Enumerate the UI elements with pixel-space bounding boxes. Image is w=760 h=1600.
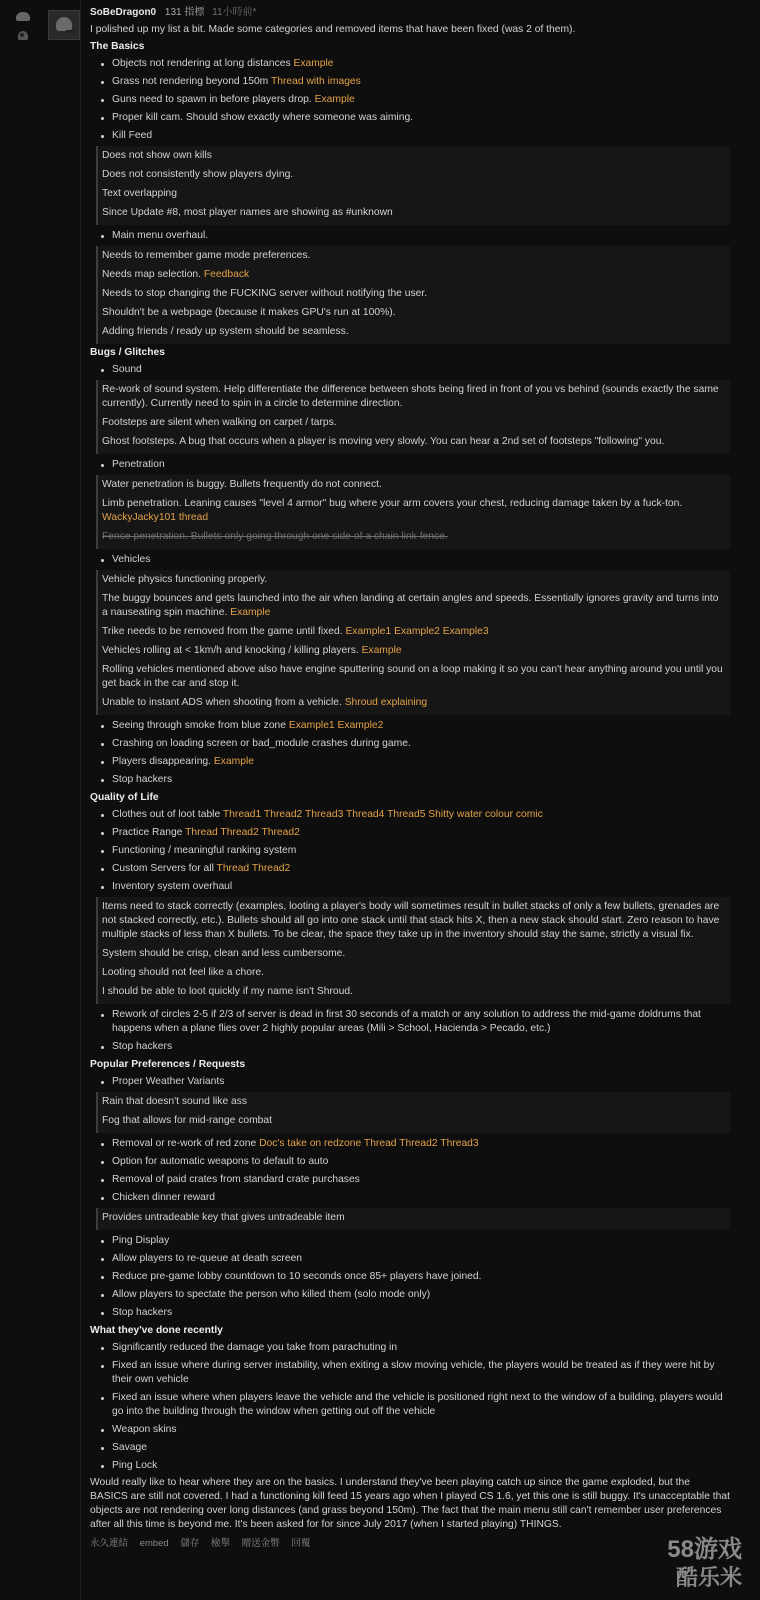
link[interactable]: Example <box>230 607 271 618</box>
avatar[interactable] <box>48 10 80 40</box>
watermark-line: 酷乐米 <box>675 1565 742 1590</box>
quote-line: Adding friends / ready up system should be seamless. <box>102 326 349 337</box>
quote-line: Needs to remember game mode preferences. <box>102 250 311 261</box>
list-item: Allow players to re-queue at death screen <box>112 1250 730 1268</box>
quote-block <box>96 1208 730 1230</box>
author-link[interactable]: SoBeDragon0 <box>90 7 157 18</box>
list-item: Fixed an issue where when players leave the vehicle and the vehicle is positioned right next to the window of a building, players would go into the building through the window when getting out off the vehicle <box>112 1389 730 1421</box>
list-prefs-3 <box>90 1232 730 1322</box>
link[interactable]: Shitty water colour comic <box>428 809 543 820</box>
link[interactable]: Example3 <box>442 626 489 637</box>
link[interactable]: Example <box>293 58 334 69</box>
quote-line: Re-work of sound system. Help differentiate the difference between shots being fired in front of you vs behind (sounds exactly the same currently). Currently need to spin in a circle to determine direction. <box>102 384 719 409</box>
closing-text: Would really like to hear where they are on the basics. I understand they've been playing catch up since the game exploded, but the BASICS are still not covered. I had a functioning kill feed 15 years ago when I played CS 1.6, yet this one is still buggy. It's unacceptable that objects are not rendering over long distances (and grass beyond 150m). The fact that the main menu still can't remember user preferences after all this time is beyond me. It's been asked for for since July 2017 (when I started playing) THINGS. <box>90 1477 730 1530</box>
heading-prefs: Popular Preferences / Requests <box>90 1059 246 1070</box>
link[interactable]: Thread <box>185 827 218 838</box>
link[interactable]: Thread2 <box>263 809 303 820</box>
list-item: Proper kill cam. Should show exactly where someone was aiming. <box>112 109 730 127</box>
link[interactable]: WackyJacky101 thread <box>102 512 209 523</box>
list-bugs-3 <box>90 551 730 569</box>
vote-dot-icon <box>20 33 24 37</box>
list-item: Option for automatic weapons to default to auto <box>112 1153 730 1171</box>
list-done <box>90 1339 730 1475</box>
link[interactable]: Example <box>213 756 254 767</box>
points: 131 指標 <box>164 7 205 18</box>
link[interactable]: Doc's take on redzone <box>259 1138 362 1149</box>
quote-block <box>96 475 730 549</box>
list-item: Allow players to spectate the person who killed them (solo mode only) <box>112 1286 730 1304</box>
link[interactable]: Thread3 <box>304 809 344 820</box>
report-link[interactable]: 檢舉 <box>211 1538 231 1549</box>
save-link[interactable]: 儲存 <box>180 1538 200 1549</box>
list-item: Rework of circles 2-5 if 2/3 of server is dead in first 30 seconds of a match or any solution to address the mid-game doldrums that happens when a plane flies over 2 highly popular areas (Mili > School, Hacienda > Pecado, etc.) <box>112 1006 730 1038</box>
list-item: Crashing on loading screen or bad_module crashes during game. <box>112 735 730 753</box>
comment-tagline <box>90 6 730 22</box>
embed-link[interactable]: embed <box>139 1538 169 1549</box>
list-item: Grass not rendering beyond 150m Thread with images <box>112 73 730 91</box>
intro-text: I polished up my list a bit. Made some categories and removed items that have been fixed (was 2 of them). <box>90 24 576 35</box>
list-qol-2 <box>90 1006 730 1056</box>
link[interactable]: Thread4 <box>346 809 385 820</box>
link[interactable]: Thread <box>363 1138 397 1149</box>
watermark <box>624 1536 742 1594</box>
list-item: Practice Range Thread Thread2 Thread2 <box>112 824 730 842</box>
list-item: Weapon skins <box>112 1421 730 1439</box>
quote-line: Limb penetration. Leaning causes "level 4 armor" bug where your arm covers your chest, reducing damage taken by a fuck-ton. WackyJacky101 thread <box>102 498 683 523</box>
quote-line: Fog that allows for mid-range combat <box>102 1115 272 1126</box>
list-item: Ping Display <box>112 1232 730 1250</box>
list-item: Savage <box>112 1439 730 1457</box>
quote-line: Rolling vehicles mentioned above also have engine sputtering sound on a loop making it so you can't hear anything around you until you get back in the car and stop it. <box>102 664 723 689</box>
list-basics-2 <box>90 227 730 245</box>
quote-block <box>96 1092 730 1133</box>
quote-block <box>96 146 730 225</box>
quote-line: Since Update #8, most player names are showing as #unknown <box>102 207 393 218</box>
list-prefs <box>90 1073 730 1091</box>
quote-line: I should be able to loot quickly if my name isn't Shroud. <box>102 986 353 997</box>
link[interactable]: Thread with images <box>270 76 361 87</box>
quote-line: Fence penetration. Bullets only going through one side of a chain link fence. <box>102 531 448 542</box>
list-item: Vehicles <box>112 551 730 569</box>
list-item: Clothes out of loot table Thread1 Thread2 Thread3 Thread4 Thread5 Shitty water colour comic <box>112 806 730 824</box>
list-item: Removal of paid crates from standard crate purchases <box>112 1171 730 1189</box>
link[interactable]: Shroud explaining <box>344 697 428 708</box>
list-item: Reduce pre-game lobby countdown to 10 seconds once 85+ players have joined. <box>112 1268 730 1286</box>
quote-block <box>96 246 730 344</box>
list-bugs-4 <box>90 717 730 789</box>
quote-block <box>96 380 730 454</box>
list-item: Main menu overhaul. <box>112 227 730 245</box>
list-bugs-2 <box>90 456 730 474</box>
visor-icon <box>66 30 76 33</box>
list-item: Proper Weather Variants <box>112 1073 730 1091</box>
list-item: Seeing through smoke from blue zone Example1 Example2 <box>112 717 730 735</box>
list-item: Kill Feed <box>112 127 730 145</box>
watermark-line: 58游戏 <box>667 1536 742 1563</box>
list-item: Stop hackers <box>112 1304 730 1322</box>
link[interactable]: Thread5 <box>387 809 426 820</box>
list-bugs <box>90 361 730 379</box>
quote-line: Trike needs to be removed from the game until fixed. Example1 Example2 Example3 <box>102 626 489 637</box>
list-item: Removal or re-work of red zone Doc's take on redzone Thread Thread2 Thread3 <box>112 1135 730 1153</box>
quote-line: Shouldn't be a webpage (because it makes GPU's run at 100%). <box>102 307 396 318</box>
list-item: Players disappearing. Example <box>112 753 730 771</box>
quote-line: Needs to stop changing the FUCKING server without notifying the user. <box>102 288 428 299</box>
list-item: Significantly reduced the damage you take from parachuting in <box>112 1339 730 1357</box>
helmet-icon <box>56 17 72 31</box>
list-item: Fixed an issue where during server instability, when exiting a slow moving vehicle, the players would be treated as if they were hit by their own vehicle <box>112 1357 730 1389</box>
link[interactable]: Example <box>361 645 402 656</box>
list-item: Penetration <box>112 456 730 474</box>
list-basics <box>90 55 730 145</box>
quote-block <box>96 897 730 1004</box>
list-item: Functioning / meaningful ranking system <box>112 842 730 860</box>
link[interactable]: Example <box>314 94 355 105</box>
quote-line: Does not consistently show players dying. <box>102 169 294 180</box>
heading-qol: Quality of Life <box>90 792 159 803</box>
list-item: Custom Servers for all Thread Thread2 <box>112 860 730 878</box>
quote-line: Rain that doesn't sound like ass <box>102 1096 248 1107</box>
link[interactable]: Thread <box>216 863 250 874</box>
list-item: Chicken dinner reward <box>112 1189 730 1207</box>
link[interactable]: Feedback <box>203 269 250 280</box>
list-item: Inventory system overhaul <box>112 878 730 896</box>
give-gold-link[interactable]: 贈送金幣 <box>241 1538 280 1549</box>
upvote-arrow-icon[interactable] <box>16 12 30 21</box>
link[interactable]: Thread3 <box>440 1138 479 1149</box>
list-item: Stop hackers <box>112 771 730 789</box>
quote-line: The buggy bounces and gets launched into the air when landing at certain angles and speeds. Essentially ignores gravity and turns into a nauseating spin machine. Example <box>102 593 719 618</box>
heading-bugs: Bugs / Glitches <box>90 347 165 358</box>
list-item: Sound <box>112 361 730 379</box>
quote-line: Vehicles rolling at < 1km/h and knocking / killing players. Example <box>102 645 402 656</box>
link[interactable]: Example1 <box>288 720 335 731</box>
comment <box>90 6 730 1551</box>
quote-line: Items need to stack correctly (examples, looting a player's body will sometimes result in bullet stacks of only a few bullets, grenades are not stacked correctly, etc.). Bullets should all go into one stack until that stack hits X, then a new stack should start. Zero reason to have multiple stacks of less than X bullets. To be clear, the space they take up in the inventory should stay the same, strictly a visual fix. <box>102 901 720 940</box>
quote-line: Footsteps are silent when walking on carpet / tarps. <box>102 417 337 428</box>
link[interactable]: Thread2 <box>261 827 300 838</box>
heading-done: What they've done recently <box>90 1325 223 1336</box>
list-prefs-2 <box>90 1135 730 1207</box>
list-item: Guns need to spawn in before players drop. Example <box>112 91 730 109</box>
vote-rail <box>0 0 81 1600</box>
link[interactable]: Example1 <box>345 626 392 637</box>
list-item: Objects not rendering at long distances Example <box>112 55 730 73</box>
link[interactable]: Thread1 <box>222 809 262 820</box>
quote-line: Ghost footsteps. A bug that occurs when a player is moving very slowly. You can hear a 2nd set of footsteps "following" you. <box>102 436 665 447</box>
quote-block <box>96 570 730 715</box>
reply-link[interactable]: 回覆 <box>291 1538 311 1549</box>
quote-line: Provides untradeable key that gives untradeable item <box>102 1212 345 1223</box>
quote-line: Water penetration is buggy. Bullets frequently do not connect. <box>102 479 382 490</box>
link[interactable]: Thread2 <box>399 1138 438 1149</box>
quote-line: Does not show own kills <box>102 150 212 161</box>
quote-line: Looting should not feel like a chore. <box>102 967 265 978</box>
quote-line: Needs map selection. Feedback <box>102 269 250 280</box>
quote-line: Unable to instant ADS when shooting from a vehicle. Shroud explaining <box>102 697 428 708</box>
link[interactable]: Example2 <box>337 720 384 731</box>
link[interactable]: Thread2 <box>251 863 291 874</box>
link[interactable]: Thread2 <box>220 827 259 838</box>
list-item: Ping Lock <box>112 1457 730 1475</box>
heading-basics: The Basics <box>90 41 145 52</box>
list-qol <box>90 806 730 896</box>
quote-line: Text overlapping <box>102 188 177 199</box>
quote-line: System should be crisp, clean and less cumbersome. <box>102 948 346 959</box>
link[interactable]: Example2 <box>394 626 440 637</box>
permalink-link[interactable]: 永久連結 <box>90 1538 129 1549</box>
list-item: Stop hackers <box>112 1038 730 1056</box>
timestamp: 11小時前* <box>212 7 257 18</box>
quote-line: Vehicle physics functioning properly. <box>102 574 268 585</box>
